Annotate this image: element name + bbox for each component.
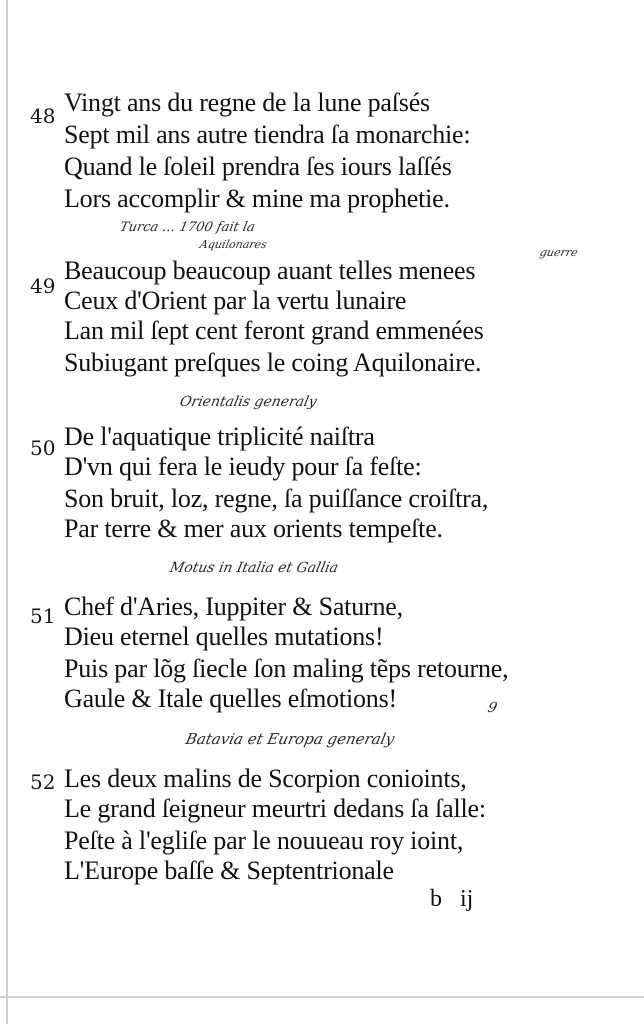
- verse-line: Puis par lõg ſiecle ſon maling tẽps retourne,: [64, 654, 509, 683]
- verse-line: Quand le ſoleil prendra ſes iours laſſés: [64, 152, 452, 181]
- verse-line: De l'aquatique triplicité naiſtra: [64, 422, 375, 451]
- handwritten-annotation: Motus in Italia et Gallia: [168, 560, 340, 576]
- handwritten-annotation: Orientalis generaly: [178, 394, 319, 410]
- verse-line: Lors accomplir & mine ma prophetie.: [64, 184, 450, 213]
- handwritten-annotation: Aquilonares: [198, 238, 269, 251]
- handwritten-annotation: guerre: [538, 246, 580, 259]
- signature-letter: b: [430, 886, 442, 912]
- verse-line: Sept mil ans autre tiendra ſa monarchie:: [64, 120, 471, 149]
- handwritten-annotation: Batavia et Europa generaly: [184, 730, 397, 748]
- verse-line: Le grand ſeigneur meurtri dedans ſa ſalle:: [64, 794, 486, 823]
- verse-line: Peſte à l'egliſe par le nouueau roy ioint,: [64, 826, 464, 855]
- verse-line: Ceux d'Orient par la vertu lunaire: [64, 286, 407, 315]
- handwritten-annotation: Turca … 1700 fait la: [118, 220, 257, 235]
- verse-line: Lan mil ſept cent feront grand emmenées: [64, 316, 484, 345]
- verse-line: Par terre & mer aux orients tempeſte.: [64, 514, 443, 543]
- quatrain-number: 49: [30, 274, 56, 298]
- leaf-number: ij: [460, 886, 474, 912]
- verse-line: Gaule & Itale quelles eſmotions!: [64, 684, 397, 713]
- verse-line: Beaucoup beaucoup auant telles menees: [64, 256, 476, 285]
- quatrain-number: 51: [30, 604, 56, 628]
- quatrain-number: 52: [30, 770, 56, 794]
- verse-line: Son bruit, loz, regne, ſa puiſſance croiſtra,: [64, 484, 489, 513]
- page-bottom-edge: [0, 996, 644, 998]
- verse-line: D'vn qui fera le ieudy pour ſa feſte:: [64, 452, 422, 481]
- page-gutter-edge: [6, 0, 8, 1024]
- verse-line: L'Europe baſſe & Septentrionale: [64, 856, 394, 885]
- verse-line: Subiugant preſques le coing Aquilonaire.: [64, 348, 482, 377]
- signature-mark: [430, 886, 491, 913]
- verse-line: Chef d'Aries, Iuppiter & Saturne,: [64, 592, 403, 621]
- quatrain-number: 48: [30, 104, 56, 128]
- verse-line: Vingt ans du regne de la lune paſsés: [64, 88, 430, 117]
- verse-line: Les deux malins de Scorpion conioints,: [64, 764, 467, 793]
- quatrain-number: 50: [30, 436, 56, 460]
- handwritten-annotation: 9: [486, 700, 499, 716]
- verse-line: Dieu eternel quelles mutations!: [64, 622, 384, 651]
